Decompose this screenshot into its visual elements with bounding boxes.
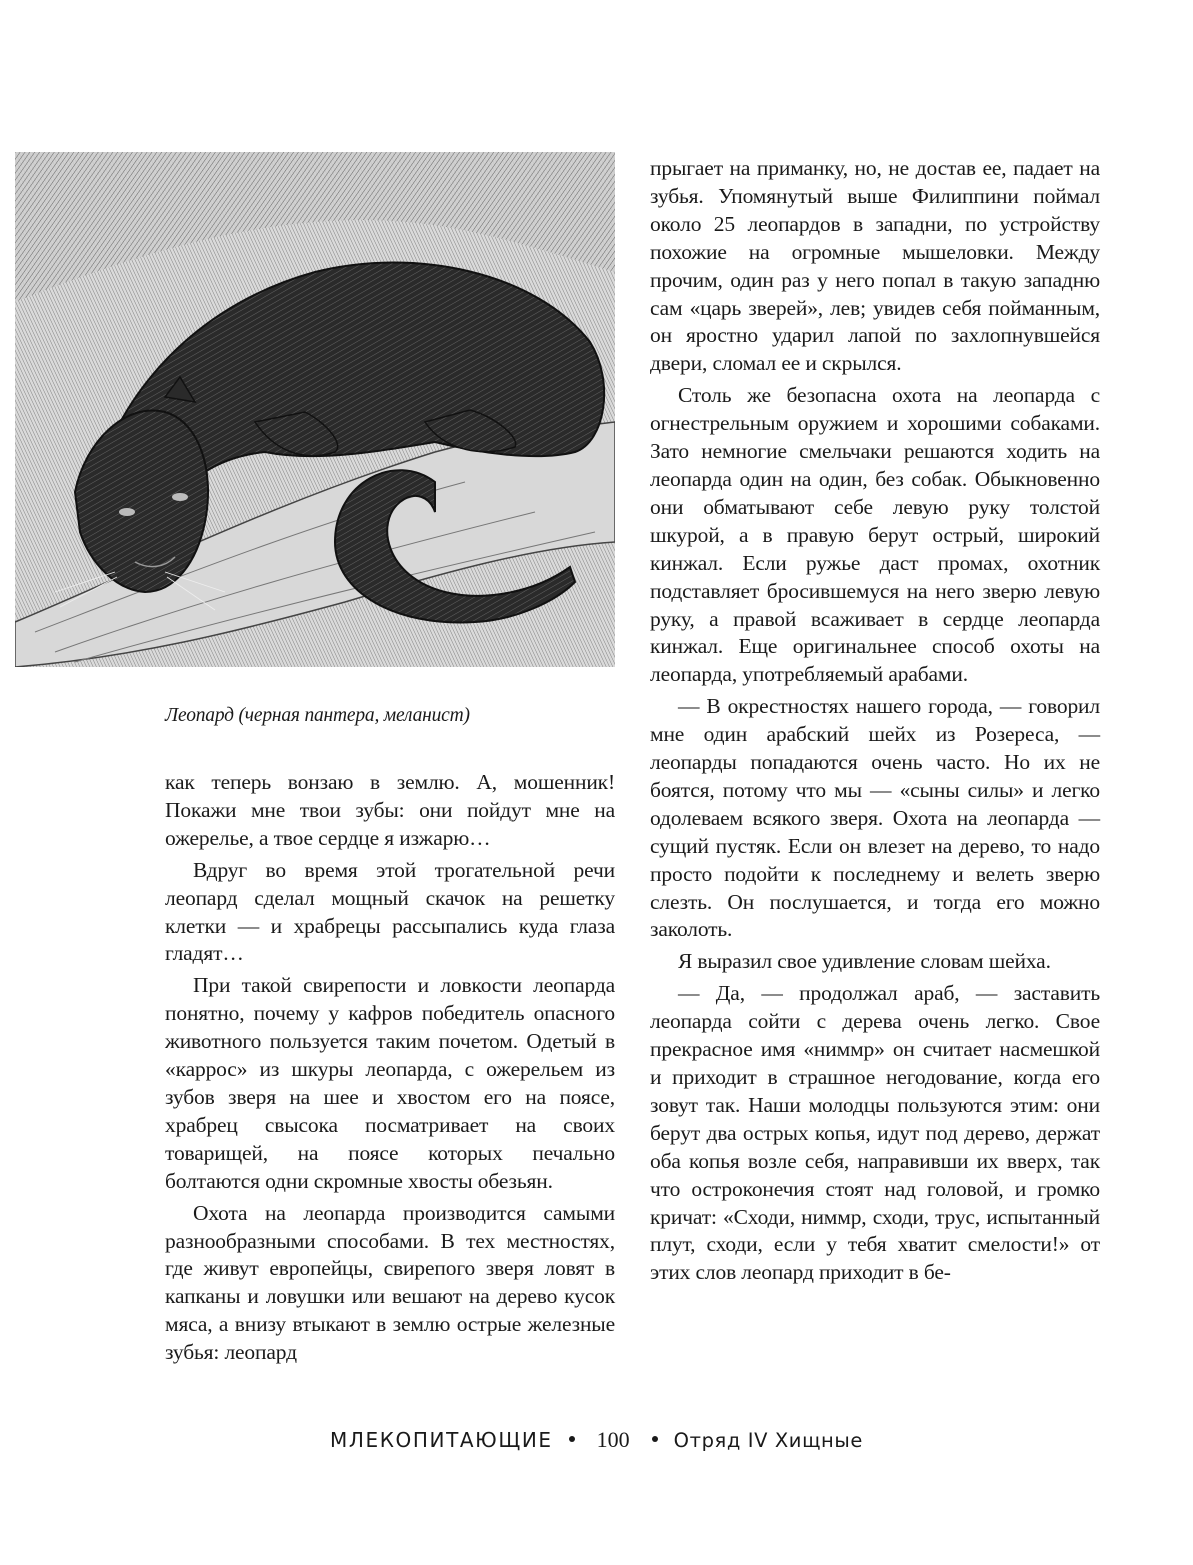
- page-footer: [0, 1427, 1193, 1453]
- paragraph: Охота на леопарда производится самыми разнообразными способами. В тех местностях, где живут европейцы, свирепого зверя ловят в капканы и ловушки или вешают на дерево кусок мяса, а внизу втыкают в землю острые железные зубья: леопард: [165, 1200, 615, 1365]
- page-number: 100: [596, 1427, 630, 1452]
- paragraph: прыгает на приманку, но, не достав ее, падает на зубья. Упомянутый выше Филиппини поймал около 25 леопардов в западни, по устройству похожие на огромные мышеловки. Между прочим, один раз у него попал в такую западню сам «царь зверей», лев; увидев себя пойманным, он яростно ударил лапой по захлопнувшейся двери, сломал ее и скрылся.: [650, 156, 1100, 376]
- leopard-engraving: [15, 152, 615, 667]
- running-section-title: МЛЕКОПИТАЮЩИЕ: [330, 1428, 553, 1452]
- running-chapter-title: Отряд IV Хищные: [673, 1429, 863, 1452]
- figure-caption: Леопард (черная пантера, меланист): [165, 705, 470, 726]
- paragraph: — Да, — продолжал араб, — заставить леопарда сойти с дерева очень легко. Свое прекрасное имя «ниммр» он считает насмешкой и приходит в страшное негодование, когда его зовут так. Наши молодцы пользуются этим: они берут два острых копья, идут под дерево, держат оба копья возле себя, направивши их вверх, так что острoконечия стоят над головой, и громко кричат: «Сходи, ниммр, сходи, трус, испытанный плут, сходи, если у тебя хватит смелости!» от этих слов леопард приходит в бе-: [650, 981, 1100, 1285]
- paragraph: Вдруг во время этой трогательной речи леопард сделал мощный скачок на решетку клетки — и храбрецы рассыпались куда глаза гладят…: [165, 857, 615, 966]
- bullet-separator-icon: [652, 1436, 658, 1442]
- paragraph: — В окрестностях нашего города, — говорил мне один арабский шейх из Розереса, — леопарды попадаются очень часто. Но их не боятся, потому что мы — «сыны силы» и легко одолеваем всякого зверя. Охота на леопарда — сущий пустяк. Если он влезет на дерево, то надо просто подойти к последнему и велеть зверю слезть. Он послушается, и тогда его можно заколоть.: [650, 694, 1100, 942]
- left-text-column: [165, 769, 615, 1367]
- leopard-illustration: [15, 152, 615, 667]
- bullet-separator-icon: [569, 1436, 575, 1442]
- right-text-column: [650, 155, 1100, 1287]
- paragraph: Столь же безопасна охота на леопарда с огнестрельным оружием и хорошими собаками. Зато немногие смельчаки решаются ходить на леопарда один на один, без собак. Обыкновенно они обматывают себе левую руку толстой шкурой, а в правую берут острый, широкий кинжал. Если ружье даст промах, охотник подставляет бросившемуся на него зверю левую руку, а правой всаживает в сердце леопарда кинжал. Еще оригинальнее способ охоты на леопарда, употребляемый арабами.: [650, 383, 1100, 687]
- paragraph: При такой свирепости и ловкости леопарда понятно, почему у кафров победитель опасного животного пользуется таким почетом. Одетый в «каррос» из шкуры леопарда, с ожерельем из зубов зверя на шее и хвостом его на поясе, храбрец свысока посматривает на своих товарищей, на поясе которых печально болтаются одни скромные хвосты обезьян.: [165, 973, 615, 1193]
- paragraph: Я выразил свое удивление словам шейха.: [678, 949, 1051, 974]
- paragraph: как теперь вонзаю в землю. А, мошенник! Покажи мне твои зубы: они пойдут мне на ожерелье, а твое сердце я изжарю…: [165, 770, 615, 850]
